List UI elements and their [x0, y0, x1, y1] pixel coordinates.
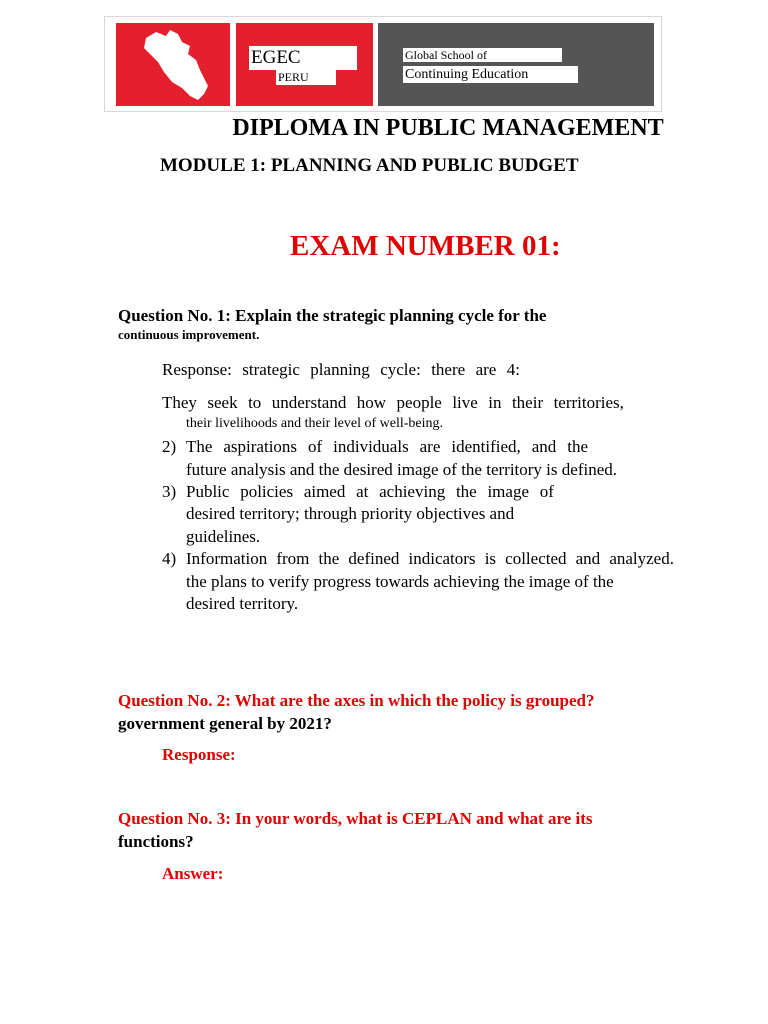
- question1-intro-line: [162, 392, 624, 414]
- word: at: [356, 482, 369, 501]
- word: there: [431, 360, 466, 379]
- list-item-line: [186, 436, 588, 458]
- word: identified,: [451, 437, 521, 456]
- question3-prompt-cont: functions?: [118, 832, 194, 851]
- word: is: [484, 549, 497, 568]
- word: from: [276, 549, 310, 568]
- word: people: [396, 393, 442, 412]
- question2-prompt-cont: government general by 2021?: [118, 714, 332, 733]
- word: how: [356, 393, 387, 412]
- exam-title: EXAM NUMBER 01:: [290, 230, 561, 262]
- word: and: [531, 437, 557, 456]
- list-item-number: 3): [162, 482, 177, 501]
- word: strategic: [242, 360, 300, 379]
- word: are: [475, 360, 497, 379]
- word: their: [511, 393, 544, 412]
- list-item-line: desired territory; through priority objectives and: [186, 504, 515, 523]
- question1-prompt-cont: continuous improvement.: [118, 327, 260, 342]
- word: of: [308, 437, 323, 456]
- list-item-line: [186, 548, 674, 570]
- question2-response-label: Response:: [162, 745, 236, 764]
- list-item-line: the plans to verify progress towards achieving the image of the: [186, 572, 614, 591]
- question1-intro-cont: their livelihoods and their level of well-being.: [186, 416, 443, 431]
- word: understand: [271, 393, 347, 412]
- peru-map-icon: [138, 28, 214, 102]
- question2-prompt: Question No. 2: What are the axes in which the policy is grouped?: [118, 691, 595, 710]
- word: aspirations: [223, 437, 298, 456]
- list-item-line: desired territory.: [186, 594, 299, 613]
- list-item-line: guidelines.: [186, 527, 261, 546]
- word: defined: [348, 549, 400, 568]
- word: The: [186, 437, 213, 456]
- word: the: [567, 437, 588, 456]
- word: in: [488, 393, 502, 412]
- question3-answer-label: Answer:: [162, 864, 224, 883]
- list-item-line: [186, 481, 554, 503]
- word: Information: [186, 549, 268, 568]
- question3-prompt: Question No. 3: In your words, what is CEPLAN and what are its: [118, 809, 593, 828]
- question1-response-line: [162, 359, 520, 381]
- document-title: DIPLOMA IN PUBLIC MANAGEMENT: [232, 115, 664, 141]
- word: are: [419, 437, 441, 456]
- list-item-line: future analysis and the desired image of the territory is defined.: [186, 460, 617, 479]
- word: and: [575, 549, 601, 568]
- logo-grey-panel: [378, 23, 654, 106]
- logo-peru-text: PERU: [276, 70, 336, 85]
- word: planning: [310, 360, 370, 379]
- word: live: [452, 393, 478, 412]
- school-name-line1: Global School of: [403, 48, 562, 62]
- word: analyzed.: [609, 549, 674, 568]
- word: image: [487, 482, 529, 501]
- question1-prompt: Question No. 1: Explain the strategic planning cycle for the: [118, 306, 547, 325]
- word: the: [318, 549, 340, 568]
- word: achieving: [379, 482, 446, 501]
- word: collected: [505, 549, 567, 568]
- word: policies: [240, 482, 294, 501]
- word: seek: [207, 393, 238, 412]
- word: indicators: [408, 549, 476, 568]
- word: They: [162, 393, 197, 412]
- word: cycle:: [380, 360, 421, 379]
- word: 4:: [506, 360, 520, 379]
- word: territories,: [553, 393, 624, 412]
- list-item-number: 4): [162, 549, 177, 568]
- logo-egec-text: EGEC: [249, 46, 357, 70]
- word: aimed: [303, 482, 346, 501]
- module-title: MODULE 1: PLANNING AND PUBLIC BUDGET: [160, 155, 579, 176]
- word: to: [248, 393, 262, 412]
- list-item-number: 2): [162, 437, 177, 456]
- word: Public: [186, 482, 230, 501]
- word: Response:: [162, 360, 232, 379]
- school-name-line2: Continuing Education: [403, 66, 578, 83]
- word: individuals: [333, 437, 409, 456]
- word: of: [539, 482, 554, 501]
- word: the: [455, 482, 477, 501]
